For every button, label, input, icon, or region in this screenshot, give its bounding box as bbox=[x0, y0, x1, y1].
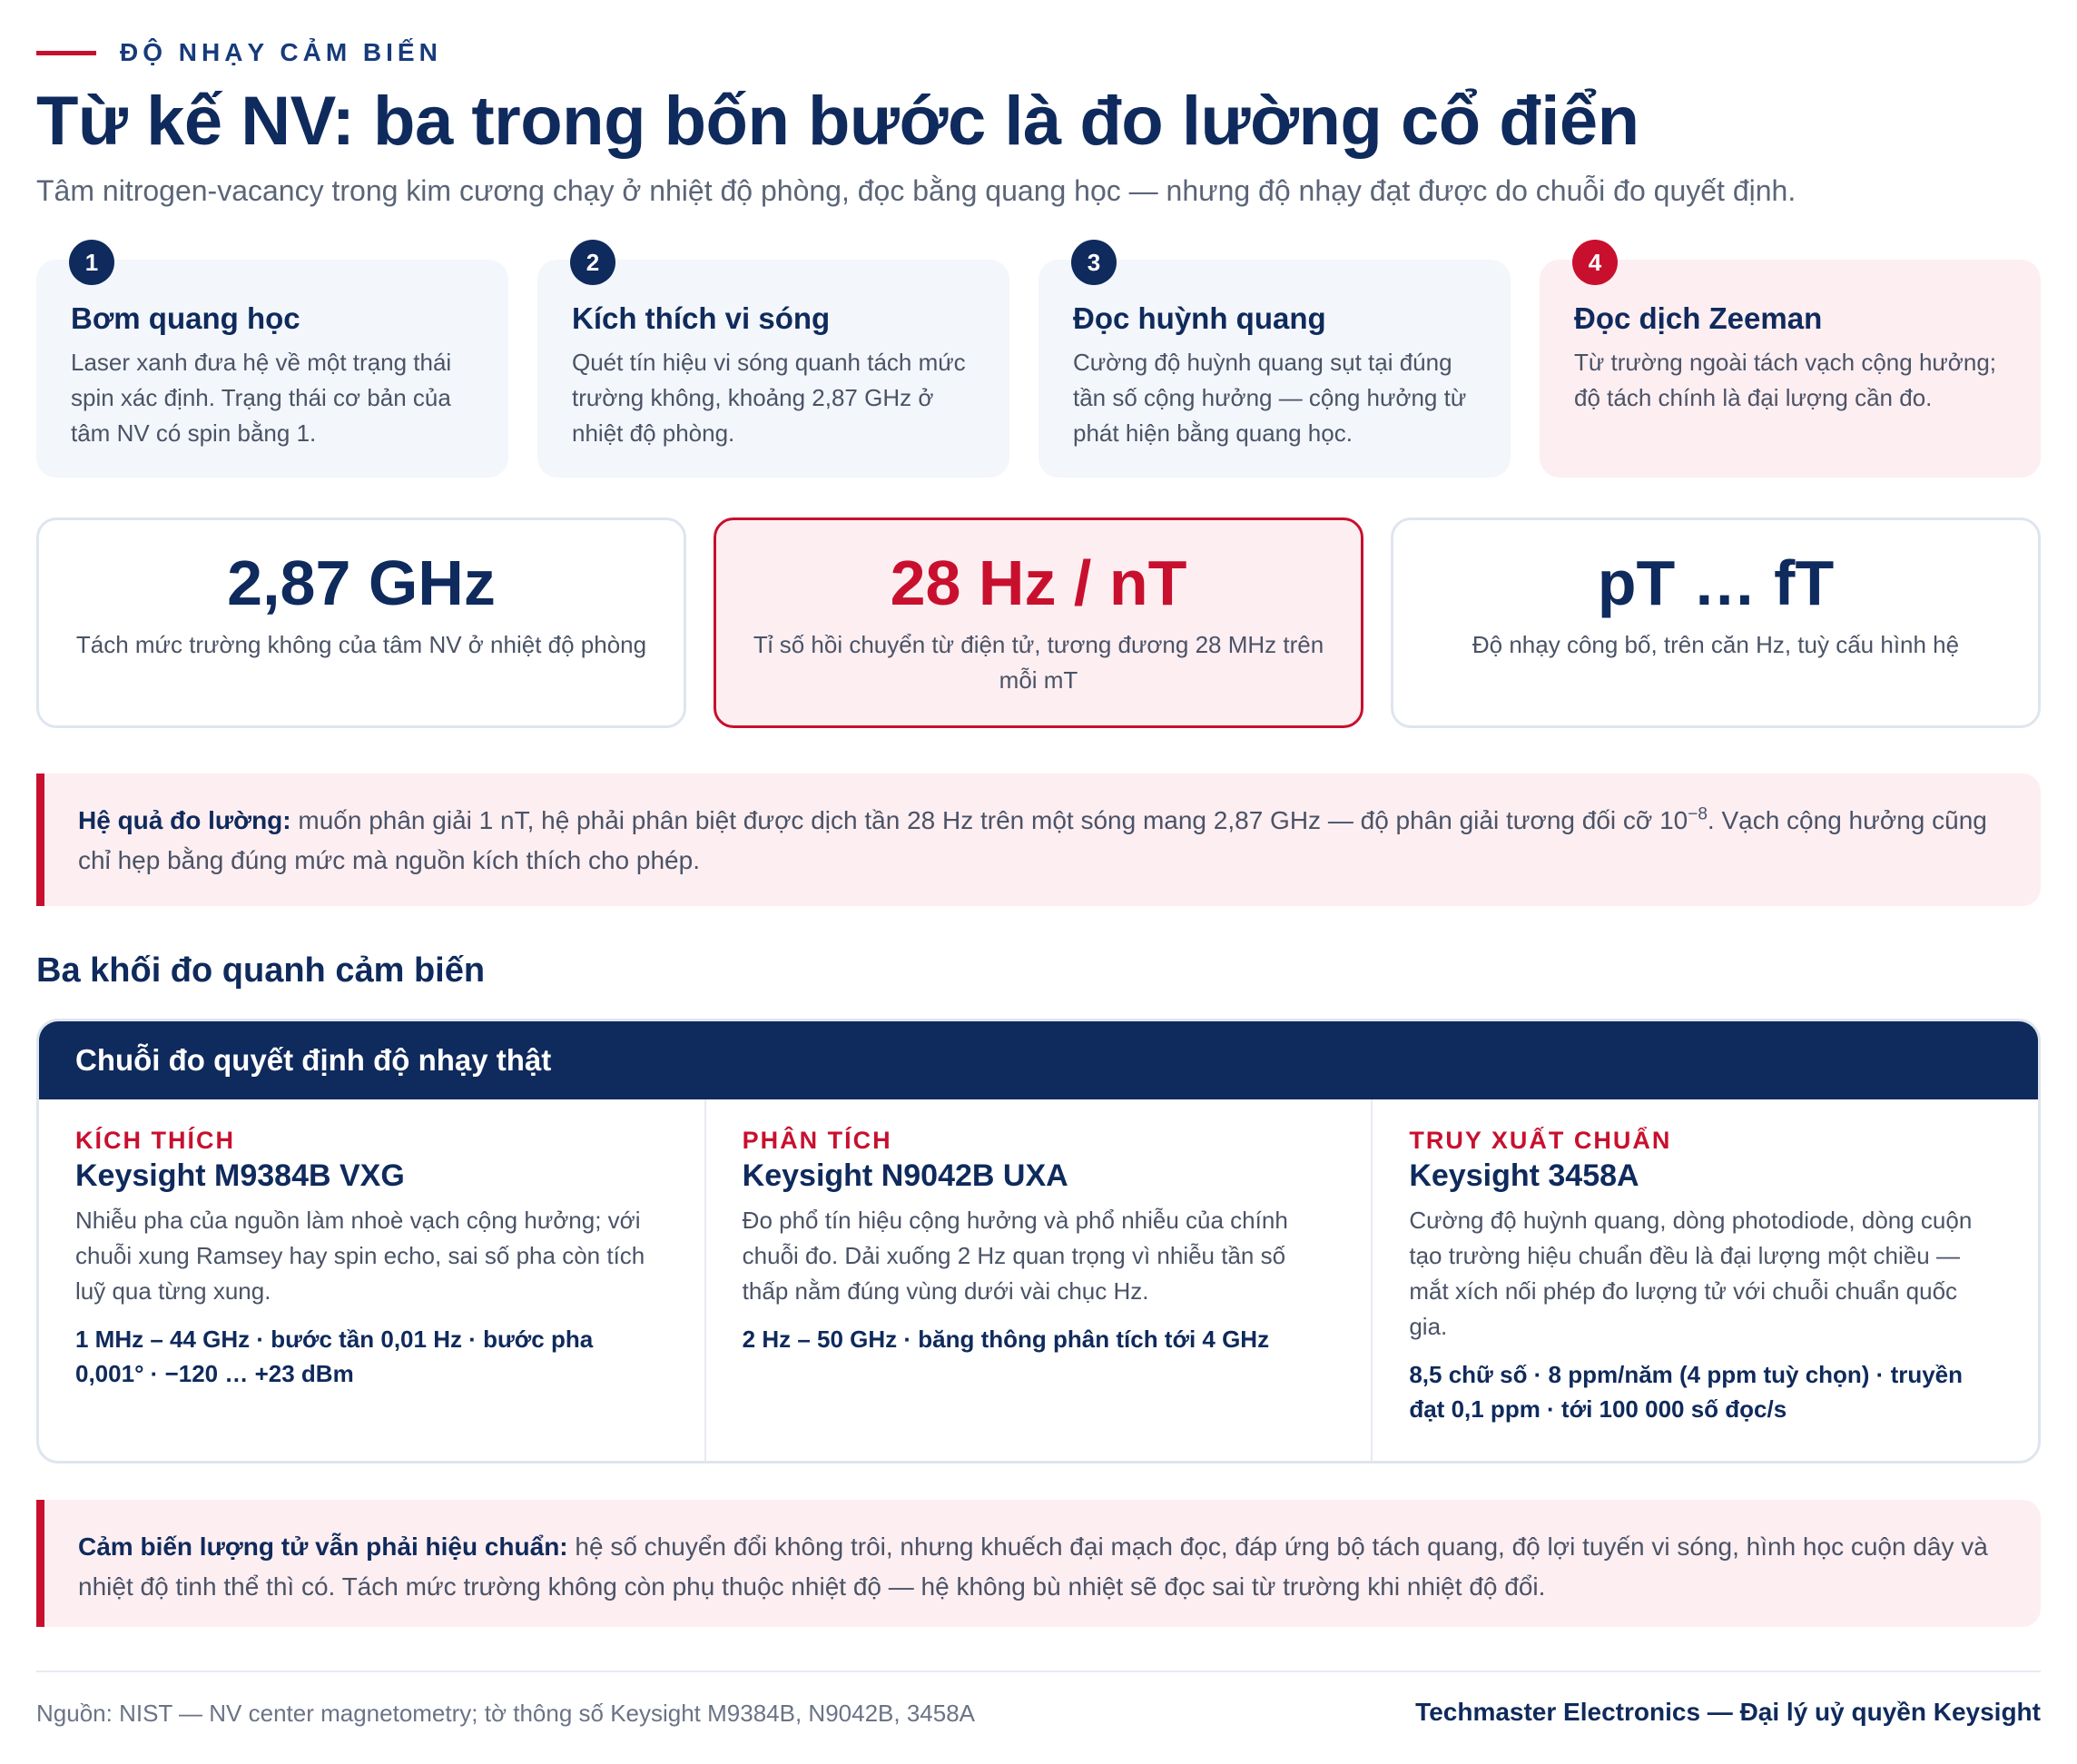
instrument-description: Cường độ huỳnh quang, dòng photodiode, dòng cuộn tạo trường hiệu chuẩn đều là đại lượng một chiều — mắt xích nối phép đo lượng tử với chuỗi chuẩn quốc gia. bbox=[1409, 1207, 1973, 1340]
stat-label: Tỉ số hồi chuyển từ điện tử, tương đương 28 MHz trên mỗi mT bbox=[753, 631, 1324, 694]
callout-exponent: −8 bbox=[1688, 804, 1708, 824]
step-card-4 bbox=[1540, 248, 2041, 478]
brand-credit: Techmaster Electronics — Đại lý uỷ quyền Keysight bbox=[1415, 1698, 2041, 1726]
page-subtitle: Tâm nitrogen-vacancy trong kim cương chạy ở nhiệt độ phòng, đọc bằng quang học — nhưng độ nhạy đạt được do chuỗi đo quyết định. bbox=[36, 174, 1796, 207]
page-title: Từ kế NV: ba trong bốn bước là đo lường cổ điển bbox=[36, 83, 1639, 160]
section-title: Ba khối đo quanh cảm biến bbox=[36, 951, 486, 990]
source-note: Nguồn: NIST — NV center magnetometry; tờ thông số Keysight M9384B, N9042B, 3458A bbox=[36, 1700, 976, 1727]
instrument-model: Keysight N9042B UXA bbox=[742, 1158, 1068, 1193]
callout-lead: Cảm biến lượng tử vẫn phải hiệu chuẩn: bbox=[78, 1532, 568, 1561]
instrument-columns bbox=[39, 1099, 2038, 1461]
callout-text: hệ số chuyển đổi không trôi, nhưng khuếch đại mạch đọc, đáp ứng bộ tách quang, độ lợi tuyến vi sóng, hình học cuộn dây và nhiệt độ tinh thể thì có. Tách mức trường không còn phụ thuộc nhiệt độ — hệ không bù nhiệt sẽ đọc sai từ trường khi nhiệt độ đổi. bbox=[78, 1532, 1988, 1601]
calibration-callout bbox=[36, 1500, 2041, 1627]
step-card-2 bbox=[537, 248, 1009, 478]
step-card-1 bbox=[36, 248, 508, 478]
callout-lead: Hệ quả đo lường: bbox=[78, 806, 291, 834]
instrument-column-analysis bbox=[704, 1099, 1372, 1461]
instrument-specs: 1 MHz – 44 GHz · bước tần 0,01 Hz · bước pha 0,001° · −120 … +23 dBm bbox=[75, 1325, 594, 1387]
eyebrow-accent-bar bbox=[36, 51, 96, 55]
instrument-panel bbox=[36, 1019, 2041, 1463]
instrument-model: Keysight 3458A bbox=[1409, 1158, 1639, 1193]
callout-text: muốn phân giải 1 nT, hệ phải phân biệt được dịch tần 28 Hz trên một sóng mang 2,87 GHz — độ phân giải tương đối cỡ 10 bbox=[290, 806, 1688, 834]
stat-label: Tách mức trường không của tâm NV ở nhiệt độ phòng bbox=[75, 631, 647, 658]
step-number-badge: 4 bbox=[1572, 240, 1618, 285]
stat-card-sensitivity bbox=[1391, 517, 2041, 728]
eyebrow-label: ĐỘ NHẠY CẢM BIẾN bbox=[120, 38, 442, 66]
stat-value: pT … fT bbox=[1597, 547, 1835, 618]
stat-card-zero-field-splitting bbox=[36, 517, 686, 728]
step-number-badge: 3 bbox=[1071, 240, 1117, 285]
stat-card-gyromagnetic-ratio bbox=[714, 517, 1363, 728]
step-body: Cường độ huỳnh quang sụt tại đúng tần số cộng hưởng — cộng hưởng từ phát hiện bằng quang học. bbox=[1073, 349, 1467, 447]
step-body: Từ trường ngoài tách vạch cộng hưởng; độ tách chính là đại lượng cần đo. bbox=[1574, 349, 1997, 411]
footer-divider bbox=[36, 1670, 2041, 1672]
measurement-consequence-callout bbox=[36, 774, 2041, 906]
instrument-column-traceability bbox=[1371, 1099, 2038, 1461]
step-title: Bơm quang học bbox=[71, 301, 300, 335]
instrument-column-stimulus bbox=[39, 1099, 704, 1461]
step-body: Laser xanh đưa hệ về một trạng thái spin xác định. Trạng thái cơ bản của tâm NV có spin bằng 1. bbox=[71, 349, 452, 447]
step-title: Đọc huỳnh quang bbox=[1073, 301, 1326, 335]
stat-label: Độ nhạy công bố, trên căn Hz, tuỳ cấu hình hệ bbox=[1472, 631, 1960, 658]
key-figures bbox=[36, 517, 2041, 728]
step-card-3 bbox=[1038, 248, 1511, 478]
instrument-category: KÍCH THÍCH bbox=[75, 1127, 235, 1154]
instrument-category: PHÂN TÍCH bbox=[742, 1127, 892, 1154]
stat-value: 28 Hz / nT bbox=[890, 547, 1187, 618]
panel-header: Chuỗi đo quyết định độ nhạy thật bbox=[39, 1021, 2038, 1099]
step-title: Đọc dịch Zeeman bbox=[1574, 301, 1823, 335]
callout-tail: . Vạch cộng hưởng cũng chỉ hẹp bằng đúng mức mà nguồn kích thích cho phép. bbox=[78, 806, 1987, 874]
stat-value: 2,87 GHz bbox=[227, 547, 496, 618]
instrument-description: Nhiễu pha của nguồn làm nhoè vạch cộng hưởng; với chuỗi xung Ramsey hay spin echo, sai số pha còn tích luỹ qua từng xung. bbox=[75, 1207, 645, 1305]
step-number-badge: 2 bbox=[570, 240, 615, 285]
instrument-category: TRUY XUẤT CHUẨN bbox=[1409, 1127, 1672, 1154]
instrument-description: Đo phổ tín hiệu cộng hưởng và phổ nhiễu của chính chuỗi đo. Dải xuống 2 Hz quan trọng vì nhiễu tần số thấp nằm đúng vùng dưới vài chục Hz. bbox=[742, 1207, 1288, 1305]
instrument-model: Keysight M9384B VXG bbox=[75, 1158, 405, 1193]
step-body: Quét tín hiệu vi sóng quanh tách mức trường không, khoảng 2,87 GHz ở nhiệt độ phòng. bbox=[572, 349, 966, 447]
eyebrow bbox=[36, 38, 442, 67]
instrument-specs: 2 Hz – 50 GHz · băng thông phân tích tới 4 GHz bbox=[742, 1325, 1270, 1353]
instrument-specs: 8,5 chữ số · 8 ppm/năm (4 ppm tuỳ chọn) · truyền đạt 0,1 ppm · tới 100 000 số đọc/s bbox=[1409, 1361, 1964, 1423]
step-number-badge: 1 bbox=[69, 240, 114, 285]
step-title: Kích thích vi sóng bbox=[572, 301, 831, 335]
process-steps bbox=[36, 248, 2041, 478]
